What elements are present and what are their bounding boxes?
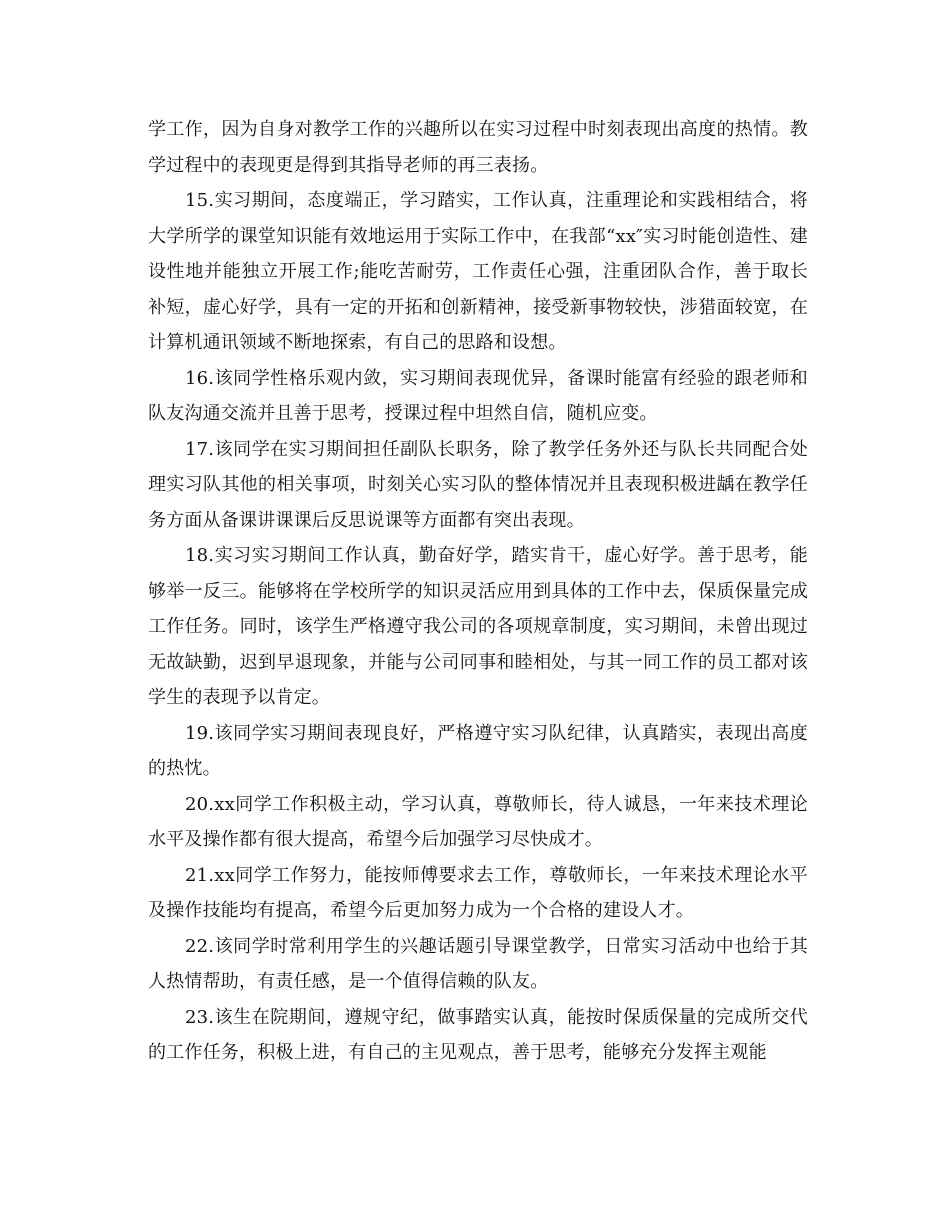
- paragraph-item-22: 22.该同学时常利用学生的兴趣话题引导课堂教学，日常实习活动中也给于其人热情帮助，有责任感，是一个值得信赖的队友。: [148, 935, 808, 992]
- document-body: [148, 112, 808, 1071]
- paragraph-item-16: 16.该同学性格乐观内敛，实习期间表现优异，备课时能富有经验的跟老师和队友沟通交流并且善于思考，授课过程中坦然自信，随机应变。: [148, 367, 808, 424]
- paragraph-item-21: 21.xx同学工作努力，能按师傅要求去工作，尊敬师长，一年来技术理论水平及操作技能均有提高，希望今后更加努力成为一个合格的建设人才。: [148, 864, 808, 921]
- paragraph-item-20: 20.xx同学工作积极主动，学习认真，尊敬师长，待人诚恳，一年来技术理论水平及操作都有很大提高，希望今后加强学习尽快成才。: [148, 793, 808, 850]
- paragraph-item-15: 15.实习期间，态度端正，学习踏实，工作认真，注重理论和实践相结合，将大学所学的课堂知识能有效地运用于实际工作中，在我部“xx″实习时能创造性、建设性地并能独立开展工作;能吃苦耐劳，工作责任心强，注重团队合作，善于取长补短，虚心好学，具有一定的开拓和创新精神，接受新事物较快，涉猎面较宽，在计算机通讯领域不断地探索，有自己的思路和设想。: [148, 190, 808, 353]
- paragraph-item-17: 17.该同学在实习期间担任副队长职务，除了教学任务外还与队长共同配合处理实习队其他的相关事项，时刻关心实习队的整体情况并且表现积极进龋在教学任务方面从备课讲课课后反思说课等方面都有突出表现。: [148, 438, 808, 531]
- paragraph-item-18: 18.实习实习期间工作认真，勤奋好学，踏实肯干，虚心好学。善于思考，能够举一反三。能够将在学校所学的知识灵活应用到具体的工作中去，保质保量完成工作任务。同时，该学生严格遵守我公司的各项规章制度，实习期间，未曾出现过无故缺勤，迟到早退现象，并能与公司同事和睦相处，与其一同工作的员工都对该学生的表现予以肯定。: [148, 545, 808, 708]
- paragraph-continuation: 学工作，因为自身对教学工作的兴趣所以在实习过程中时刻表现出高度的热情。教学过程中的表现更是得到其指导老师的再三表扬。: [148, 119, 808, 176]
- paragraph-item-23: 23.该生在院期间，遵规守纪，做事踏实认真，能按时保质保量的完成所交代的工作任务，积极上进，有自己的主见观点，善于思考，能够充分发挥主观能: [148, 1006, 808, 1063]
- paragraph-item-19: 19.该同学实习期间表现良好，严格遵守实习队纪律，认真踏实，表现出高度的热忱。: [148, 722, 808, 779]
